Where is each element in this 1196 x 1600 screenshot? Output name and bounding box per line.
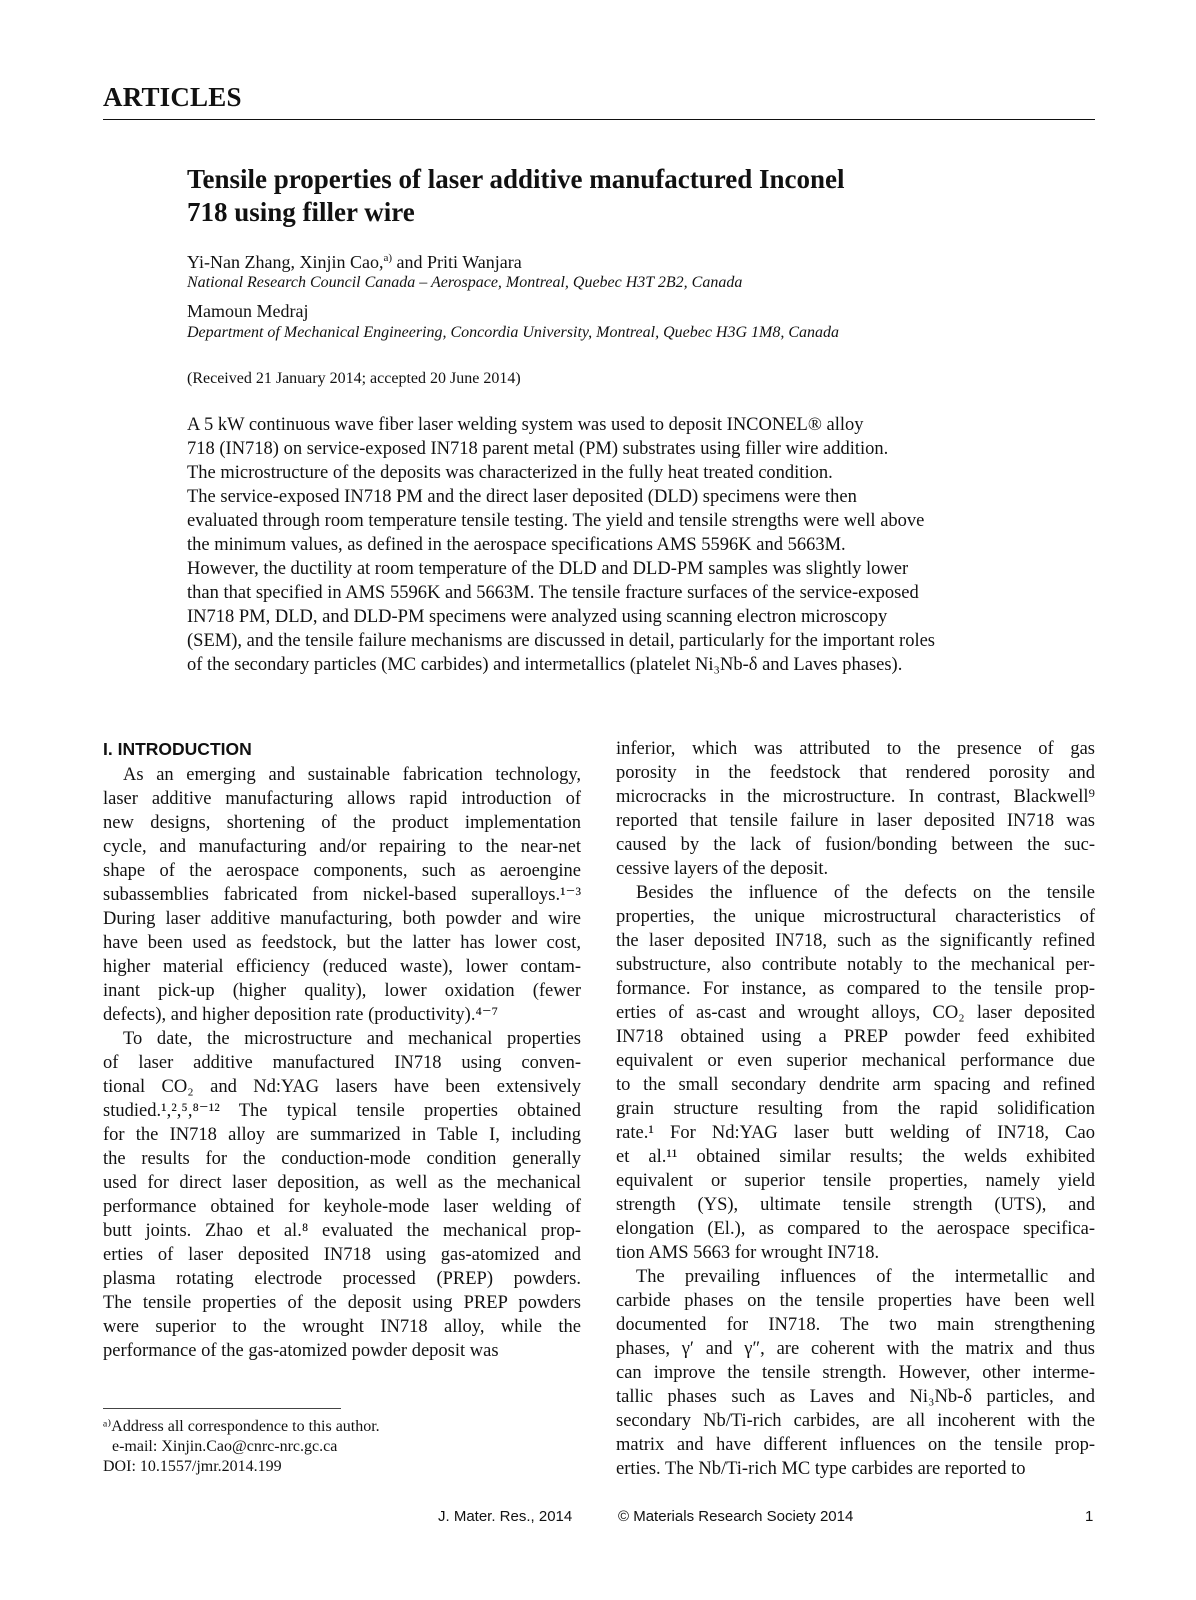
text-line: grain structure resulting from the rapid solidification — [616, 1099, 1095, 1119]
text-line: performance of the gas-atomized powder deposit was — [103, 1341, 499, 1361]
text-line: strength (YS), ultimate tensile strength (UTS), and — [616, 1195, 1095, 1215]
text-line: Besides the influence of the defects on the tensile — [636, 883, 1095, 903]
text-line: erties. The Nb/Ti-rich MC type carbides are reported to — [616, 1459, 1026, 1479]
title-line: 718 using filler wire — [187, 197, 415, 227]
text-line: IN718 obtained using a PREP powder feed exhibited — [616, 1027, 1095, 1047]
text-line: the results for the conduction-mode condition generally — [103, 1149, 581, 1169]
affiliation: National Research Council Canada – Aerospace, Montreal, Quebec H3T 2B2, Canada — [187, 274, 743, 291]
text-line: tallic phases such as Laves and Ni₃Nb-δ particles, and — [616, 1387, 1095, 1407]
footnote-line: e-mail: Xinjin.Cao@cnrc-nrc.gc.ca — [112, 1438, 338, 1455]
text-line: substructure, also contribute notably to the mechanical per- — [616, 955, 1095, 975]
text-line: can improve the tensile strength. However, other interme- — [616, 1363, 1095, 1383]
text-line: During laser additive manufacturing, both powder and wire — [103, 909, 581, 929]
abstract-line: the minimum values, as defined in the aerospace specifications AMS 5596K and 5663M. — [187, 535, 846, 555]
text-line: defects), and higher deposition rate (productivity).⁴⁻⁷ — [103, 1005, 499, 1025]
right-column-body — [616, 737, 1095, 1481]
text-line: reported that tensile failure in laser deposited IN718 was — [616, 811, 1095, 831]
text-line: equivalent or superior tensile properties, namely yield — [616, 1171, 1095, 1191]
text-line: tional CO₂ and Nd:YAG lasers have been extensively — [103, 1077, 581, 1097]
footnote-rule — [103, 1408, 341, 1409]
abstract-line: (SEM), and the tensile failure mechanisms are discussed in detail, particularly for the important roles — [187, 631, 935, 651]
text-line: The tensile properties of the deposit using PREP powders — [103, 1293, 581, 1313]
text-line: matrix and have different influences on the tensile prop- — [616, 1435, 1095, 1455]
abstract-line: The service-exposed IN718 PM and the direct laser deposited (DLD) specimens were then — [187, 487, 857, 507]
affiliation: Department of Mechanical Engineering, Concordia University, Montreal, Quebec H3G 1M8, Canada — [187, 324, 840, 341]
section-tag: ARTICLES — [103, 82, 242, 112]
abstract-line: A 5 kW continuous wave fiber laser welding system was used to deposit INCONEL® alloy — [187, 415, 864, 435]
author-names: Yi-Nan Zhang, Xinjin Cao, — [187, 252, 384, 272]
text-line: higher material efficiency (reduced waste), lower contam- — [103, 957, 581, 977]
text-line: caused by the lack of fusion/bonding between the suc- — [616, 835, 1095, 855]
abstract-line: The microstructure of the deposits was characterized in the fully heat treated condition. — [187, 463, 833, 483]
text-line: to the small secondary dendrite arm spacing and refined — [616, 1075, 1095, 1095]
text-line: erties of laser deposited IN718 using gas-atomized and — [103, 1245, 581, 1265]
text-line: butt joints. Zhao et al.⁸ evaluated the mechanical prop- — [103, 1221, 581, 1241]
author-names-tail: and Priti Wanjara — [392, 252, 522, 272]
text-line: The prevailing influences of the intermetallic and — [636, 1267, 1095, 1287]
text-line: As an emerging and sustainable fabrication technology, — [123, 765, 581, 785]
abstract-line: 718 (IN718) on service-exposed IN718 parent metal (PM) substrates using filler wire addition. — [187, 439, 889, 459]
text-line: plasma rotating electrode processed (PREP) powders. — [103, 1269, 581, 1289]
text-line: of laser additive manufactured IN718 using conven- — [103, 1053, 581, 1073]
left-column — [103, 737, 581, 1363]
text-line: properties, the unique microstructural characteristics of — [616, 907, 1095, 927]
page-number: 1 — [1085, 1508, 1094, 1525]
text-line: phases, γ′ and γ″, are coherent with the matrix and thus — [616, 1339, 1095, 1359]
text-line: have been used as feedstock, but the latter has lower cost, — [103, 933, 581, 953]
received-accepted-dates: (Received 21 January 2014; accepted 20 June 2014) — [187, 370, 521, 387]
text-line: rate.¹ For Nd:YAG laser butt welding of IN718, Cao — [616, 1123, 1095, 1143]
text-line: secondary Nb/Ti-rich carbides, are all incoherent with the — [616, 1411, 1095, 1431]
text-line: subassemblies fabricated from nickel-based superalloys.¹⁻³ — [103, 885, 581, 905]
text-line: cycle, and manufacturing and/or repairing to the near-net — [103, 837, 581, 857]
abstract-line: However, the ductility at room temperature of the DLD and DLD-PM samples was slightly lower — [187, 559, 909, 579]
footnote-line: DOI: 10.1557/jmr.2014.199 — [103, 1458, 282, 1475]
left-column-body — [103, 763, 581, 1363]
article-title — [187, 163, 947, 229]
right-column — [616, 737, 1095, 1481]
footnote-line: ᵃ⁾Address all correspondence to this author. — [103, 1418, 380, 1435]
text-line: carbide phases on the tensile properties have been well — [616, 1291, 1095, 1311]
section-heading: I. INTRODUCTION — [103, 739, 252, 759]
text-line: elongation (El.), as compared to the aerospace specifica- — [616, 1219, 1095, 1239]
text-line: the laser deposited IN718, such as the significantly refined — [616, 931, 1095, 951]
text-line: microcracks in the microstructure. In contrast, Blackwell⁹ — [616, 787, 1095, 807]
author-line — [187, 251, 522, 273]
text-line: et al.¹¹ obtained similar results; the welds exhibited — [616, 1147, 1095, 1167]
text-line: laser additive manufacturing allows rapid introduction of — [103, 789, 581, 809]
text-line: inferior, which was attributed to the presence of gas — [616, 739, 1095, 759]
text-line: erties of as-cast and wrought alloys, CO₂ laser deposited — [616, 1003, 1095, 1023]
text-line: documented for IN718. The two main strengthening — [616, 1315, 1095, 1335]
text-line: tion AMS 5663 for wrought IN718. — [616, 1243, 880, 1263]
abstract-line: IN718 PM, DLD, and DLD-PM specimens were analyzed using scanning electron microscopy — [187, 607, 888, 627]
abstract-line: of the secondary particles (MC carbides) and intermetallics (platelet Ni₃Nb-δ and Laves phases). — [187, 655, 903, 675]
text-line: porosity in the feedstock that rendered porosity and — [616, 763, 1095, 783]
abstract — [187, 413, 1017, 677]
text-line: were superior to the wrought IN718 alloy, while the — [103, 1317, 581, 1337]
text-line: shape of the aerospace components, such as aeroengine — [103, 861, 581, 881]
text-line: performance obtained for keyhole-mode laser welding of — [103, 1197, 581, 1217]
text-line: for the IN718 alloy are summarized in Table I, including — [103, 1125, 581, 1145]
text-line: inant pick-up (higher quality), lower oxidation (fewer — [103, 981, 581, 1001]
text-line: studied.¹,²,⁵,⁸⁻¹² The typical tensile properties obtained — [103, 1101, 581, 1121]
footer-copyright: © Materials Research Society 2014 — [618, 1508, 854, 1525]
abstract-line: evaluated through room temperature tensile testing. The yield and tensile strengths were well above — [187, 511, 925, 531]
header-rule — [103, 119, 1095, 120]
text-line: cessive layers of the deposit. — [616, 859, 829, 879]
text-line: formance. For instance, as compared to the tensile prop- — [616, 979, 1095, 999]
abstract-line: than that specified in AMS 5596K and 5663M. The tensile fracture surfaces of the service-exposed — [187, 583, 919, 603]
title-line: Tensile properties of laser additive manufactured Inconel — [187, 164, 845, 194]
footer-journal: J. Mater. Res., 2014 — [438, 1508, 573, 1525]
text-line: equivalent or even superior mechanical performance due — [616, 1051, 1095, 1071]
author-line: Mamoun Medraj — [187, 301, 309, 321]
author-footnote-marker: a) — [383, 252, 393, 264]
text-line: To date, the microstructure and mechanical properties — [123, 1029, 581, 1049]
footnote — [103, 1417, 380, 1477]
text-line: new designs, shortening of the product implementation — [103, 813, 581, 833]
text-line: used for direct laser deposition, as well as the mechanical — [103, 1173, 581, 1193]
